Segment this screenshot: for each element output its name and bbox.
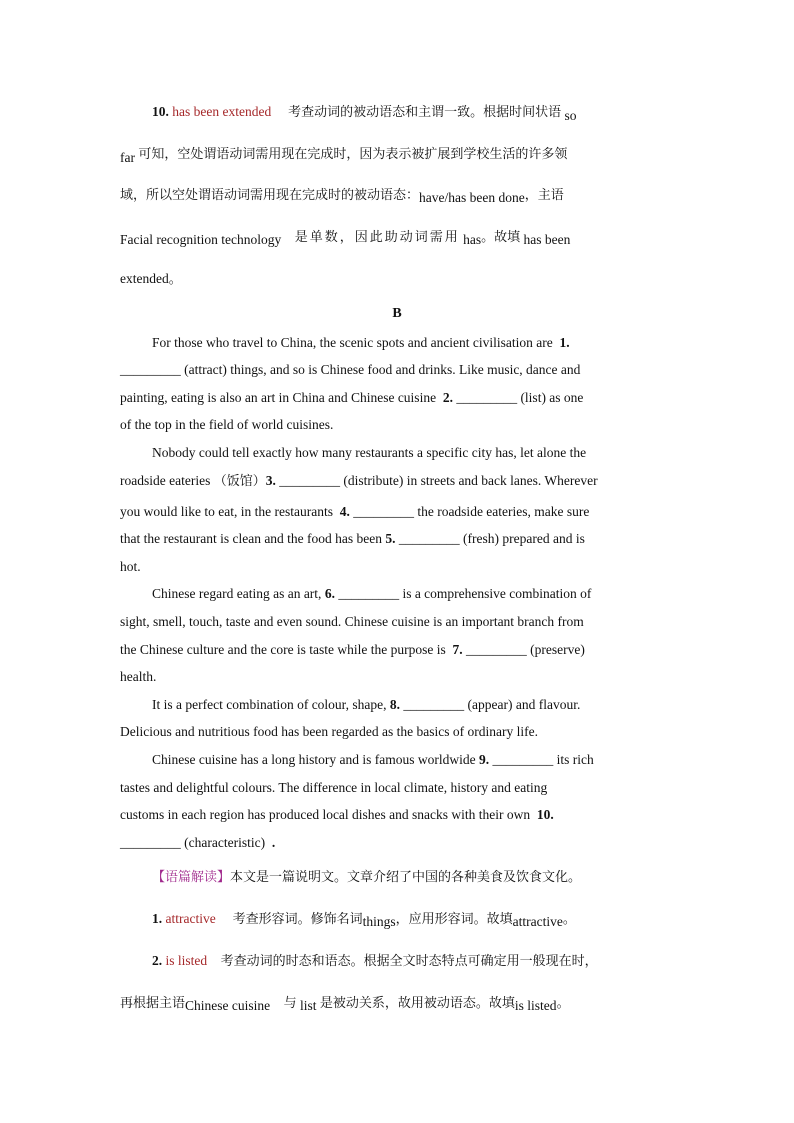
blank-number: 6. <box>324 586 335 601</box>
passage-text: the roadside eateries, make sure <box>417 504 590 519</box>
passage-line <box>152 334 673 352</box>
passage-line <box>120 806 673 824</box>
explanation-word: have/has been done <box>419 190 525 205</box>
passage-line <box>120 641 673 659</box>
passage-text: . <box>271 835 276 850</box>
passage-text: (preserve) <box>530 642 585 657</box>
explanation-word: extended <box>120 271 169 286</box>
blank-number: 10. <box>536 807 554 822</box>
passage-text: you would like to eat, in the restaurants <box>120 504 333 519</box>
answer-10-line-4 <box>120 228 673 247</box>
passage-line <box>152 751 673 769</box>
explanation-text: 是被动关系，故用被动语态。故填 <box>319 996 515 1011</box>
passage-text: It is a perfect combination of colour, shape, <box>152 697 387 712</box>
answer-text: attractive <box>165 911 216 926</box>
passage-text: hot. <box>120 559 141 574</box>
passage-text: (attract) things, and so is Chinese food and drinks. Like music, dance and <box>184 362 581 377</box>
passage-text: of the top in the field of world cuisines. <box>120 417 334 432</box>
blank-number: 8. <box>389 697 401 712</box>
answer-1 <box>152 910 692 929</box>
blank-line: _________ <box>466 642 527 657</box>
section-title: B <box>392 306 402 321</box>
explanation-text: 。 <box>556 996 570 1011</box>
passage-line <box>120 503 673 521</box>
explanation-word: things <box>362 914 396 929</box>
explanation-text: 考查动词的被动语态和主谓一致。根据时间状语 <box>288 105 562 120</box>
answer-10-line-2 <box>120 145 673 164</box>
answer-number: 10. <box>152 104 169 119</box>
passage-text: (characteristic) <box>184 835 266 850</box>
passage-line <box>120 779 673 797</box>
explanation-word: has been <box>523 232 571 247</box>
blank-line: _________ <box>120 835 181 850</box>
passage-line <box>152 444 673 462</box>
blank-line: _________ <box>353 504 414 519</box>
passage-text: painting, eating is also an art in China and Chinese cuisine <box>120 390 437 405</box>
explanation-text: 考查形容词。修饰名词 <box>232 912 363 927</box>
explanation-word: so <box>564 108 577 123</box>
blank-number: 9. <box>478 752 490 767</box>
passage-line <box>120 472 673 491</box>
blank-number: 7. <box>452 642 463 657</box>
passage-text: Delicious and nutritious food has been regarded as the basics of ordinary life. <box>120 724 538 739</box>
passage-text: its rich <box>556 752 594 767</box>
passage-text: (list) as one <box>520 390 584 405</box>
passage-text: customs in each region has produced local dishes and snacks with their own <box>120 807 531 822</box>
passage-text: (appear) and flavour. <box>467 697 581 712</box>
explanation-text: 。 <box>168 272 182 287</box>
passage-text: is a comprehensive combination of <box>402 586 592 601</box>
passage-line <box>120 416 673 434</box>
passage-text: that the restaurant is clean and the food has been <box>120 531 383 546</box>
analysis-tag: 【语篇解读】 <box>152 870 231 885</box>
passage-line <box>120 834 673 852</box>
answer-2-line-1 <box>152 952 692 971</box>
passage-text: (distribute) in streets and back lanes. Wherever <box>343 473 598 488</box>
blank-line: _________ <box>456 390 518 405</box>
explanation-text: ，应用形容词。故填 <box>395 912 513 927</box>
answer-number: 2. <box>152 953 163 968</box>
explanation-word: far <box>120 150 135 165</box>
explanation-text: 再根据主语 <box>120 996 186 1011</box>
passage-text: the Chinese culture and the core is taste while the purpose is <box>120 642 446 657</box>
explanation-word: is listed <box>514 998 557 1013</box>
explanation-text: 是单数，因此助动词需用 <box>294 230 460 245</box>
passage-line <box>152 585 673 603</box>
blank-line: _________ <box>338 586 400 601</box>
passage-line <box>120 389 673 407</box>
passage-line <box>120 361 673 379</box>
blank-line: _________ <box>403 697 465 712</box>
passage-analysis <box>152 868 692 887</box>
blank-number: 4. <box>339 504 350 519</box>
blank-number: 2. <box>442 390 453 405</box>
explanation-text: 与 <box>283 996 297 1011</box>
analysis-text: 本文是一篇说明文。文章介绍了中国的各种美食及饮食文化。 <box>230 870 582 885</box>
passage-text: Chinese cuisine has a long history and is famous worldwide <box>152 752 476 767</box>
passage-line <box>120 558 673 576</box>
passage-text: Chinese regard eating as an art, <box>152 586 322 601</box>
explanation-text: 考查动词的时态和语态。根据全文时态特点可确定用一般现在时， <box>220 954 598 969</box>
blank-line: _________ <box>120 362 181 377</box>
explanation-word: Facial recognition technology <box>120 232 282 247</box>
explanation-text: 域，所以空处谓语动词需用现在完成时的被动语态： <box>120 188 420 203</box>
blank-number: 3. <box>265 473 276 488</box>
passage-line <box>120 530 673 548</box>
passage-line <box>120 668 673 686</box>
passage-text: roadside eateries <box>120 473 211 488</box>
answer-2-line-2 <box>120 994 673 1013</box>
passage-line <box>152 696 673 714</box>
passage-text: health. <box>120 669 157 684</box>
passage-text: sight, smell, touch, taste and even sound. Chinese cuisine is an important branch from <box>120 614 584 629</box>
explanation-text: 。 <box>562 912 576 927</box>
explanation-word: has <box>463 232 482 247</box>
answer-10-line-1 <box>152 103 692 122</box>
answer-text: is listed <box>165 953 208 968</box>
blank-line: _________ <box>279 473 340 488</box>
explanation-text: ，主语 <box>524 188 564 203</box>
passage-text: tastes and delightful colours. The difference in local climate, history and eating <box>120 780 548 795</box>
passage-text: （饭馆） <box>213 474 266 489</box>
passage-text: Nobody could tell exactly how many restaurants a specific city has, let alone the <box>152 445 587 460</box>
blank-line: _________ <box>398 531 460 546</box>
explanation-text: 。故填 <box>481 230 521 245</box>
blank-number: 1. <box>559 335 570 350</box>
answer-10-line-5 <box>120 270 673 289</box>
passage-line <box>120 613 673 631</box>
explanation-text: 可知，空处谓语动词需用现在完成时，因为表示被扩展到学校生活的许多领 <box>138 147 568 162</box>
passage-line <box>120 723 673 741</box>
passage-text: For those who travel to China, the scenic spots and ancient civilisation are <box>152 335 553 350</box>
explanation-word: Chinese cuisine <box>185 998 271 1013</box>
passage-text: (fresh) prepared and is <box>463 531 585 546</box>
blank-number: 5. <box>385 531 396 546</box>
answer-text: has been extended <box>172 104 272 119</box>
answer-number: 1. <box>152 911 163 926</box>
blank-line: _________ <box>492 752 554 767</box>
explanation-word: attractive <box>512 914 563 929</box>
answer-10-line-3 <box>120 186 673 205</box>
explanation-word: list <box>300 998 317 1013</box>
